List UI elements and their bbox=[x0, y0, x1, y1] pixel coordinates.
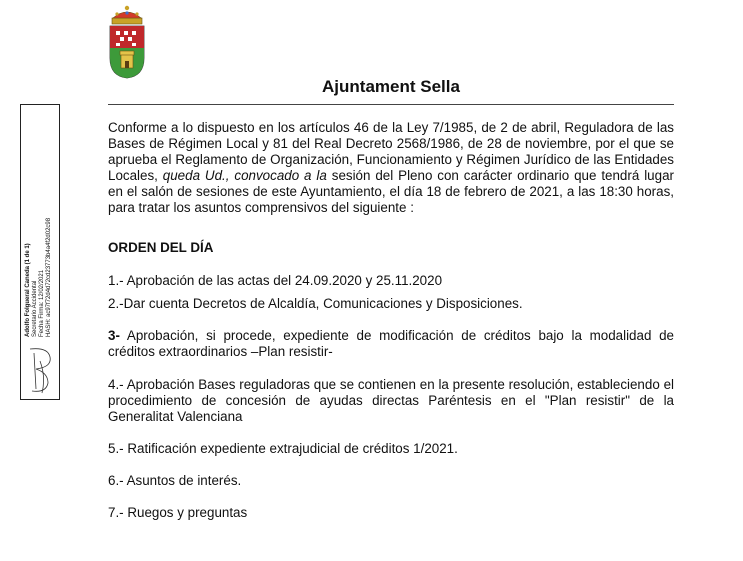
agenda-item-5: 5.- Ratificación expediente extrajudicial de créditos 1/2021. bbox=[108, 441, 458, 456]
agenda-item-1: 1.- Aprobación de las actas del 24.09.2020 y 25.11.2020 bbox=[108, 273, 443, 288]
signature-stamp bbox=[20, 104, 60, 400]
agenda-item-3-number: 3- bbox=[108, 328, 120, 343]
intro-text-2: sesión del Pleno con carácter ordinario que tendrá lugar en el salón de sesiones de este Ayuntamiento, el día 18 de febrero de 2021, a las 18:30 horas, para tratar los asuntos comprensivos del siguiente : bbox=[108, 168, 674, 215]
handwritten-signature-icon bbox=[26, 343, 56, 397]
signer-name: Adolfo Folgueral Caneda (1 de 1) bbox=[25, 243, 31, 337]
page-title: Ajuntament Sella bbox=[322, 77, 460, 96]
signature-text bbox=[25, 107, 53, 337]
agenda-heading: ORDEN DEL DÍA bbox=[108, 240, 214, 255]
agenda-item-7: 7.- Ruegos y preguntas bbox=[108, 505, 248, 520]
agenda-item-3-text: Aprobación, si procede, expediente de modificación de créditos bajo la modalidad de créditos extraordinarios –Plan resistir- bbox=[108, 328, 674, 359]
agenda-item-2: 2.-Dar cuenta Decretos de Alcaldía, Comunicaciones y Disposiciones. bbox=[108, 296, 523, 311]
intro-text-italic: queda Ud., convocado a la bbox=[162, 168, 327, 183]
agenda-item-6: 6.- Asuntos de interés. bbox=[108, 473, 242, 488]
signature-hash: HASH: ac97f72d4d72cd23773b4a4f2d02c98 bbox=[46, 217, 52, 337]
agenda-item-4: 4.- Aprobación Bases reguladoras que se contienen en la presente resolución, estableciendo el procedimiento de concesión de ayudas directas Paréntesis en el "Plan resistir" de la Generalitat Valenciana bbox=[108, 377, 674, 424]
agenda-item-3 bbox=[108, 328, 674, 360]
intro-paragraph bbox=[108, 120, 674, 216]
intro-text-1: Conforme a lo dispuesto en los artículos 46 de la Ley 7/1985, de 2 de abril, Reguladora de las Bases de Régimen Local y 81 del Real Decreto 2568/1986, de 28 de noviembre, por el que se aprueba el Reglamento de Organización, Funcionamiento y Régimen Jurídico de las Entidades Locales, bbox=[108, 120, 674, 183]
municipal-coat-of-arms-icon bbox=[104, 4, 150, 80]
signature-date: Fecha Firma: 12/02/2021 bbox=[39, 269, 45, 337]
title-divider bbox=[108, 104, 674, 105]
signer-role: Secretario Accidental bbox=[32, 280, 38, 337]
